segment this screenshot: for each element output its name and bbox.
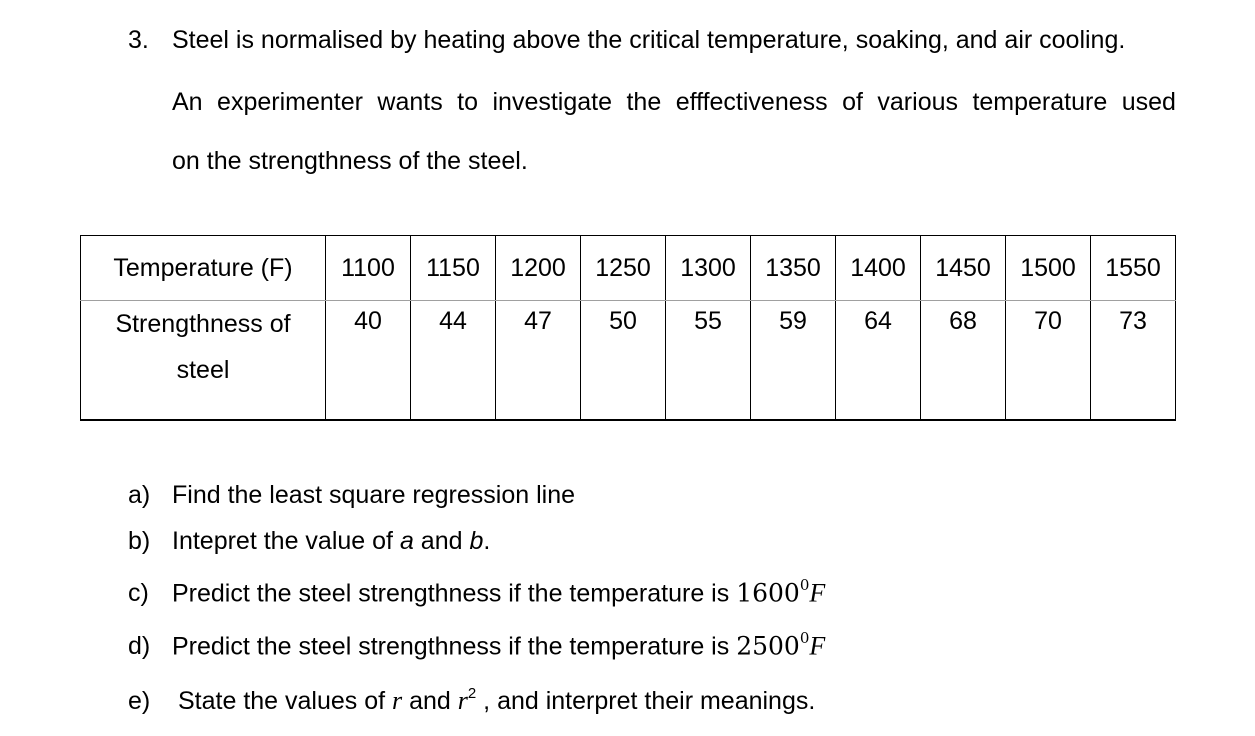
temperature-cell: 1300 [666,236,751,301]
question-number: 3. [128,26,149,54]
question-line-2 [172,88,1176,117]
question-line-2-word: used [1121,88,1176,116]
strength-cell: 59 [751,301,836,421]
strength-cell: 44 [411,301,496,421]
question-line-2-word: investigate [492,88,613,116]
strength-cell: 40 [326,301,411,421]
subquestion-b-label: b) [128,527,151,555]
subquestion-a-text: Find the least square regression line [172,481,576,509]
temperature-row [81,236,1176,301]
strength-cell: 73 [1091,301,1176,421]
strength-header [81,301,326,421]
subquestion-e-end: , and interpret their meanings. [476,687,816,715]
subquestion-d [128,631,825,661]
question-line-2-word: various [877,88,958,116]
variable-b: b [469,527,484,555]
question-line-2-word: of [842,88,863,116]
subquestion-d-label: d) [128,632,151,661]
strength-cell: 47 [496,301,581,421]
degree-symbol: 0 [799,576,810,594]
unit-f: F [809,631,826,661]
subquestion-e-and: and [402,687,458,715]
variable-r-squared: r [457,686,468,715]
temperature-cell: 1550 [1091,236,1176,301]
temperature-header: Temperature (F) [81,236,326,301]
strength-header-line-1: Strengthness of [115,310,291,338]
temperature-cell: 1350 [751,236,836,301]
variable-a: a [399,527,414,555]
subquestion-c-label: c) [128,579,149,608]
strength-cell: 55 [666,301,751,421]
temperature-2500: 2500 [736,631,800,661]
question-line-2-word: to [457,88,479,116]
strength-cell: 68 [921,301,1006,421]
question-line-2-word: An [172,88,203,116]
subquestion-c-text: Predict the steel strengthness if the temperature is [172,579,737,608]
temperature-cell: 1400 [836,236,921,301]
temperature-cell: 1100 [326,236,411,301]
temperature-cell: 1200 [496,236,581,301]
subquestion-e-text: State the values of [178,687,393,715]
question-line-2-word: experimenter [217,88,363,116]
subquestion-d-text: Predict the steel strengthness if the temperature is [172,632,737,661]
subquestion-b-text: Intepret the value of [172,527,400,555]
question-line-2-word: temperature [972,88,1108,116]
question-line-2-word: efffectiveness [675,88,828,116]
subquestion-e-label: e) [128,687,151,715]
strength-row [81,301,1176,421]
strength-header-line-2: steel [176,356,230,384]
subquestion-b-end: . [483,527,491,555]
exponent-2: 2 [467,684,477,702]
strength-cell: 64 [836,301,921,421]
strength-cell: 70 [1006,301,1091,421]
variable-r: r [392,686,403,715]
subquestion-a [128,481,575,510]
degree-symbol: 0 [799,629,810,647]
strength-cell: 50 [581,301,666,421]
unit-f: F [809,578,826,608]
subquestion-b [128,527,490,556]
subquestion-a-label: a) [128,481,151,509]
subquestion-e [128,686,815,716]
question-line-2-word: wants [377,88,443,116]
question-line-3: on the strengthness of the steel. [172,147,528,175]
question-line-1: Steel is normalised by heating above the critical temperature, soaking, and air cooling. [172,26,1126,54]
subquestion-b-and: and [413,527,470,555]
temperature-cell: 1450 [921,236,1006,301]
temperature-cell: 1500 [1006,236,1091,301]
temperature-1600: 1600 [736,578,800,608]
question-line-2-word: the [626,88,662,116]
temperature-cell: 1150 [411,236,496,301]
data-table [80,235,1176,421]
subquestion-c [128,578,825,608]
temperature-cell: 1250 [581,236,666,301]
